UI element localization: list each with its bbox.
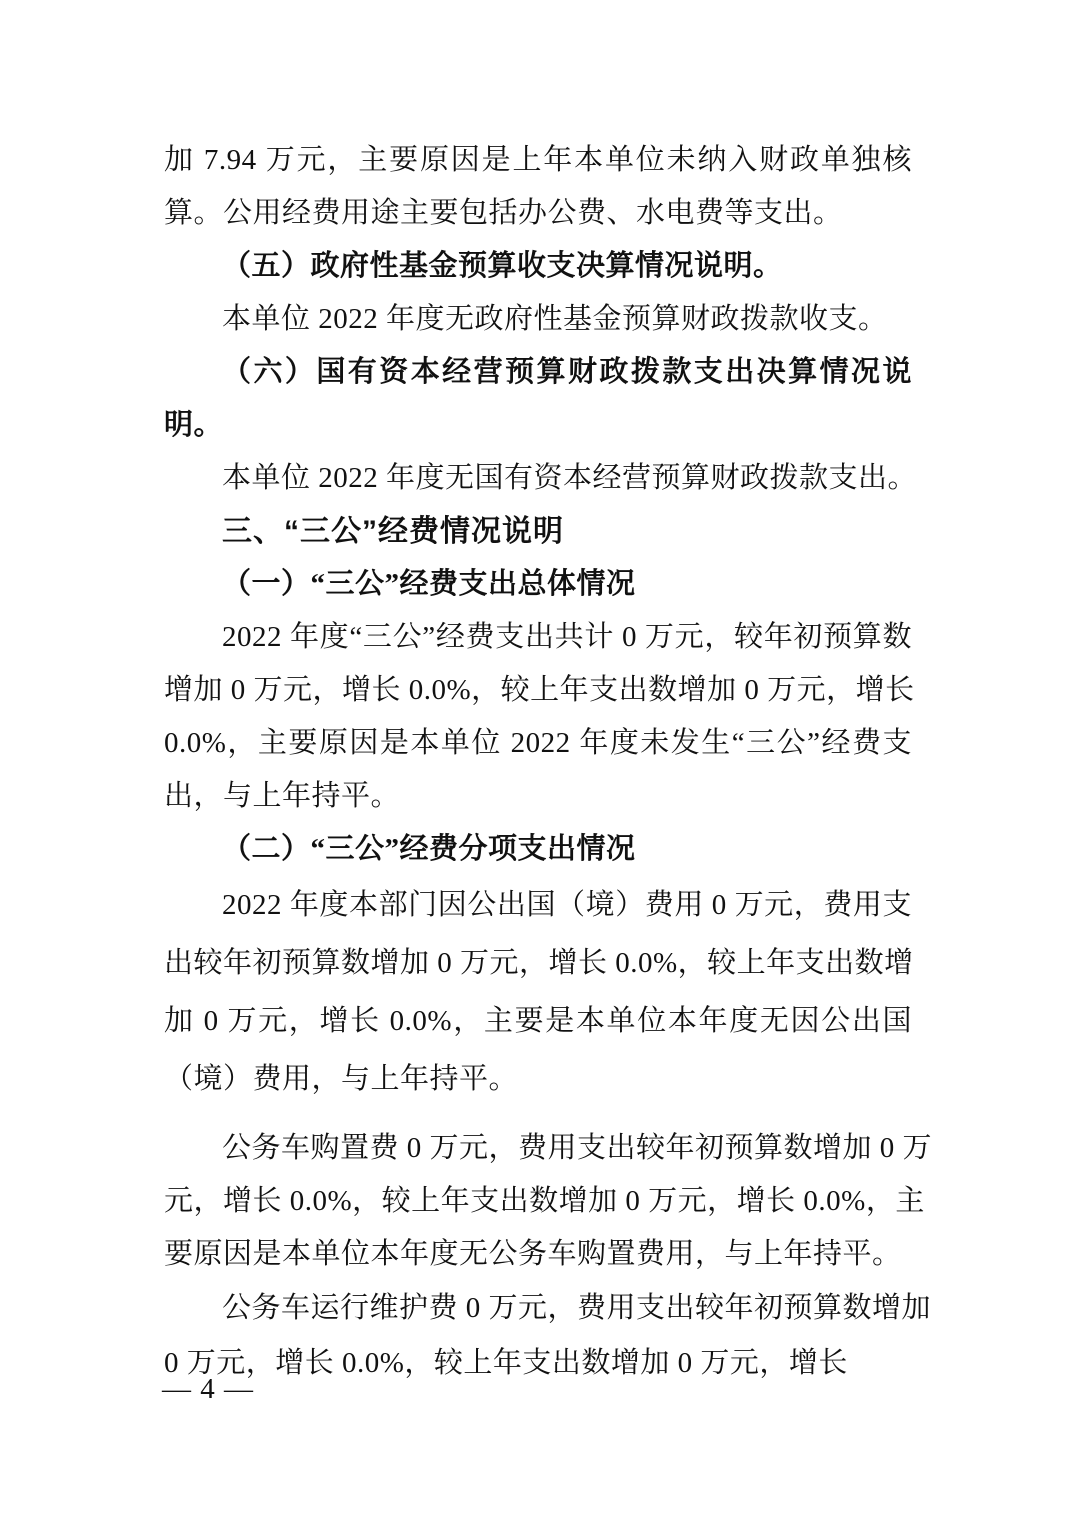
text-line: 要原因是本单位本年度无公务车购置费用，与上年持平。: [164, 1238, 902, 1270]
text-line: 出较年初预算数增加 0 万元，增长 0.0%，较上年支出数增: [164, 947, 914, 979]
text-line: 0 万元，增长 0.0%，较上年支出数增加 0 万元，增长: [164, 1347, 848, 1379]
text-line: 加 0 万元，增长 0.0%，主要是本单位本年度无因公出国: [164, 1005, 912, 1037]
document-body: [164, 134, 933, 1391]
text-line: 三、“三公”经费情况说明: [222, 515, 564, 548]
subsection-heading: [164, 346, 912, 452]
paragraph: [164, 452, 918, 505]
text-line: 明。: [164, 409, 224, 441]
subsection-heading: [164, 558, 912, 611]
text-line: 加 7.94 万元，主要原因是上年本单位未纳入财政单独核: [164, 144, 912, 176]
section-heading: [164, 505, 912, 558]
text-line: 算。公用经费用途主要包括办公费、水电费等支出。: [164, 197, 843, 229]
text-line: 2022 年度“三公”经费支出共计 0 万元，较年初预算数: [222, 621, 912, 653]
text-line: （一）“三公”经费支出总体情况: [222, 568, 636, 600]
paragraph: [164, 1122, 933, 1281]
text-line: （五）政府性基金预算收支决算情况说明。: [222, 250, 783, 282]
text-line: 元，增长 0.0%，较上年支出数增加 0 万元，增长 0.0%，主: [164, 1185, 925, 1217]
paragraph: [164, 611, 915, 823]
paragraph: [164, 1281, 932, 1391]
text-line: 0.0%，主要原因是本单位 2022 年度未发生“三公”经费支: [164, 727, 912, 759]
text-line: 2022 年度本部门因公出国（境）费用 0 万元，费用支: [222, 889, 912, 921]
paragraph: [164, 876, 912, 1108]
subsection-heading: [164, 240, 912, 293]
text-line: 出，与上年持平。: [164, 780, 401, 812]
text-line: 本单位 2022 年度无政府性基金预算财政拨款收支。: [222, 303, 888, 335]
text-line: 增加 0 万元，增长 0.0%，较上年支出数增加 0 万元，增长: [164, 674, 915, 706]
paragraph: [164, 293, 912, 346]
page-number: — 4 —: [162, 1373, 254, 1405]
paragraph: [164, 134, 912, 240]
text-line: 本单位 2022 年度无国有资本经营预算财政拨款支出。: [222, 462, 918, 494]
text-line: （六）国有资本经营预算财政拨款支出决算情况说: [222, 356, 912, 388]
text-line: （境）费用，与上年持平。: [164, 1063, 519, 1095]
subsection-heading: [164, 823, 912, 876]
text-line: 公务车运行维护费 0 万元，费用支出较年初预算数增加: [222, 1292, 932, 1324]
text-line: （二）“三公”经费分项支出情况: [222, 833, 636, 865]
text-line: 公务车购置费 0 万元，费用支出较年初预算数增加 0 万: [222, 1132, 933, 1164]
